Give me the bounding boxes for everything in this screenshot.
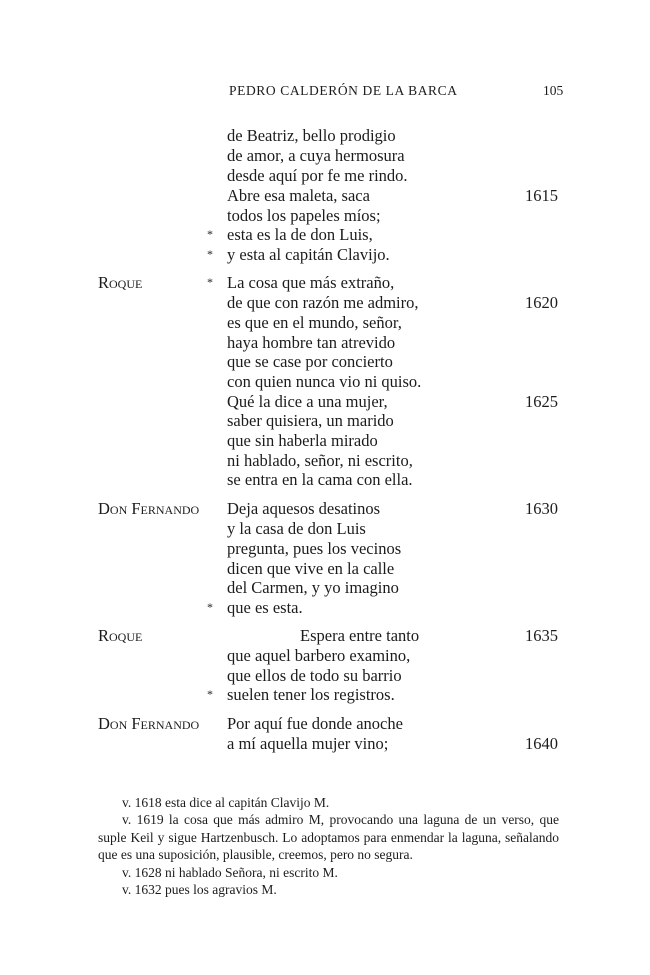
verse-line <box>0 734 650 754</box>
verse-line <box>0 539 650 559</box>
verse-line <box>0 519 650 539</box>
verse-text: todos los papeles míos; <box>227 206 381 225</box>
speaker-name: Roque <box>98 273 143 292</box>
footnote: v. 1628 ni hablado Señora, ni escrito M. <box>122 864 338 880</box>
verse-text: que es esta. <box>227 598 303 617</box>
verse-text: haya hombre tan atrevido <box>227 333 396 352</box>
verse-line <box>0 714 650 734</box>
verse-line <box>0 186 650 206</box>
line-number: 1615 <box>525 186 558 205</box>
verse-line <box>0 666 650 686</box>
verse-line <box>0 411 650 431</box>
line-number: 1620 <box>525 293 558 312</box>
footnotes <box>98 794 559 898</box>
verse-text: de Beatriz, bello prodigio <box>227 126 396 145</box>
running-title: PEDRO CALDERÓN DE LA BARCA <box>229 83 458 98</box>
asterisk-marker: * <box>207 275 213 289</box>
verse-text: desde aquí por fe me rindo. <box>227 166 408 185</box>
verse-line <box>0 451 650 471</box>
verse-line <box>0 431 650 451</box>
verse-text: pregunta, pues los vecinos <box>227 539 402 558</box>
verse-text: que se case por concierto <box>227 352 393 371</box>
verse-text: y la casa de don Luis <box>227 519 366 538</box>
speaker-name: Roque <box>98 626 143 645</box>
page-number: 105 <box>543 83 564 98</box>
verse-text: Espera entre tanto <box>300 626 420 645</box>
verse-text: dicen que vive en la calle <box>227 559 395 578</box>
line-number: 1635 <box>525 626 558 645</box>
verse-text: que ellos de todo su barrio <box>227 666 402 685</box>
footnote: v. 1619 la cosa que más admiro M, provocando una laguna de un verso, que suple Keil y sigue Hartzenbusch. Lo adoptamos para enmendar la laguna, señalando que es una suposición, plausible, creemos, pero no segura. <box>98 812 559 863</box>
verse-text: saber quisiera, un marido <box>227 411 394 430</box>
running-header <box>0 83 650 103</box>
verse-text: es que en el mundo, señor, <box>227 313 402 332</box>
verse-text: de amor, a cuya hermosura <box>227 146 405 165</box>
verse-line <box>0 685 650 705</box>
verse-line <box>0 293 650 313</box>
verse-text: La cosa que más extraño, <box>227 273 395 292</box>
verse-line <box>0 146 650 166</box>
verse-line <box>0 470 650 490</box>
line-number: 1630 <box>525 499 558 518</box>
speaker-name: Don Fernando <box>98 499 200 518</box>
verse-text: suelen tener los registros. <box>227 685 395 704</box>
verse-text: con quien nunca vio ni quiso. <box>227 372 422 391</box>
verse-text: de que con razón me admiro, <box>227 293 419 312</box>
verse-text: a mí aquella mujer vino; <box>227 734 389 753</box>
verse-line <box>0 206 650 226</box>
verse-line <box>0 626 650 646</box>
verse-text: Abre esa maleta, saca <box>227 186 370 205</box>
verse-line <box>0 245 650 265</box>
verse-text: esta es la de don Luis, <box>227 225 373 244</box>
verse-text: Por aquí fue donde anoche <box>227 714 403 733</box>
line-number: 1625 <box>525 392 558 411</box>
footnote: v. 1618 esta dice al capitán Clavijo M. <box>122 795 330 810</box>
asterisk-marker: * <box>207 687 213 701</box>
verse-line <box>0 126 650 146</box>
asterisk-marker: * <box>207 227 213 241</box>
verse-line <box>0 578 650 598</box>
footnote: v. 1632 pues los agravios M. <box>122 882 277 898</box>
asterisk-marker: * <box>207 247 213 261</box>
verse-text: ni hablado, señor, ni escrito, <box>227 451 413 470</box>
verse-line <box>0 313 650 333</box>
verse-line <box>0 499 650 519</box>
verse-line <box>0 352 650 372</box>
verse-text: Qué la dice a una mujer, <box>227 392 388 411</box>
verse-text: Deja aquesos desatinos <box>227 499 381 518</box>
verse-line <box>0 559 650 579</box>
verse-line <box>0 166 650 186</box>
speaker-name: Don Fernando <box>98 714 200 733</box>
asterisk-marker: * <box>207 600 213 614</box>
verse-line <box>0 273 650 293</box>
verse-text: que aquel barbero examino, <box>227 646 411 665</box>
verse-line <box>0 392 650 412</box>
line-number: 1640 <box>525 734 558 753</box>
verse-line <box>0 372 650 392</box>
verse-line <box>0 598 650 618</box>
verse-line <box>0 333 650 353</box>
verse-text: y esta al capitán Clavijo. <box>227 245 390 264</box>
verse-text: que sin haberla mirado <box>227 431 378 450</box>
verse-text: se entra en la cama con ella. <box>227 470 413 489</box>
verse-line <box>0 646 650 666</box>
verse-line <box>0 225 650 245</box>
verse-text: del Carmen, y yo imagino <box>227 578 399 597</box>
